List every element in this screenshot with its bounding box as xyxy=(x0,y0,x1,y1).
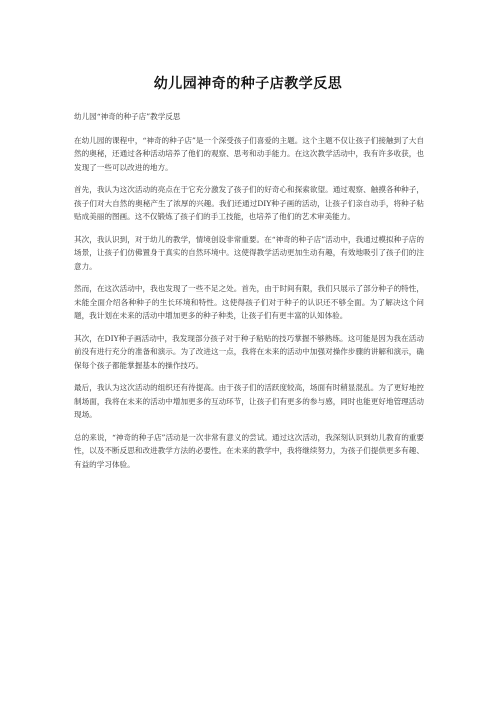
document-subtitle: 幼儿园“神奇的种子店”教学反思 xyxy=(74,112,181,121)
paragraph-7: 总的来说，“神奇的种子店”活动是一次非常有意义的尝试。通过这次活动，我深刻认识到幼儿教育的重要性，以及不断反思和改进教学方法的必要性。在未来的教学中，我将继续努力，为孩子们提供更多有趣、有益的学习体验。 xyxy=(74,432,424,469)
paragraph-6: 最后，我认为这次活动的组织还有待提高。由于孩子们的活跃度较高，场面有时稍显混乱。为了更好地控制场面，我将在未来的活动中增加更多的互动环节，让孩子们有更多的参与感，同时也能更好地管理活动现场。 xyxy=(74,383,424,419)
paragraph-2: 首先，我认为这次活动的亮点在于它充分激发了孩子们的好奇心和探索欲望。通过观察、触摸各种种子，孩子们对大自然的奥秘产生了浓厚的兴趣。我们还通过DIY种子画的活动，让孩子们亲自动手，将种子粘贴成美丽的图画。这不仅锻炼了孩子们的手工技能，也培养了他们的艺术审美能力。 xyxy=(74,185,424,221)
paragraph-5: 其次，在DIY种子画活动中，我发现部分孩子对于种子粘贴的技巧掌握不够熟练。这可能是因为我在活动前没有进行充分的准备和演示。为了改进这一点，我将在未来的活动中加强对操作步骤的讲解和演示，确保每个孩子都能掌握基本的操作技巧。 xyxy=(74,333,424,370)
paragraph-3: 其次，我认识到，对于幼儿的教学，情境创设非常重要。在“神奇的种子店”活动中，我通过模拟种子店的场景，让孩子们仿佛置身于真实的自然环境中。这使得教学活动更加生动有趣，有效地吸引了孩子们的注意力。 xyxy=(74,234,424,271)
paragraph-4: 然而，在这次活动中，我也发现了一些不足之处。首先，由于时间有限，我们只展示了部分种子的特性，未能全面介绍各种种子的生长环境和特性。这使得孩子们对于种子的认识还不够全面。为了解决这个问题，我计划在未来的活动中增加更多的种子种类，让孩子们有更丰富的认知体验。 xyxy=(74,284,424,320)
document-title: 幼儿园神奇的种子店教学反思 xyxy=(153,76,343,92)
document-body xyxy=(74,110,424,480)
paragraph-1: 在幼儿园的课程中，“神奇的种子店”是一个深受孩子们喜爱的主题。这个主题不仅让孩子们接触到了大自然的奥秘，还通过各种活动培养了他们的观察、思考和动手能力。在这次教学活动中，我有许多收获，也发现了一些可以改进的地方。 xyxy=(74,135,424,172)
